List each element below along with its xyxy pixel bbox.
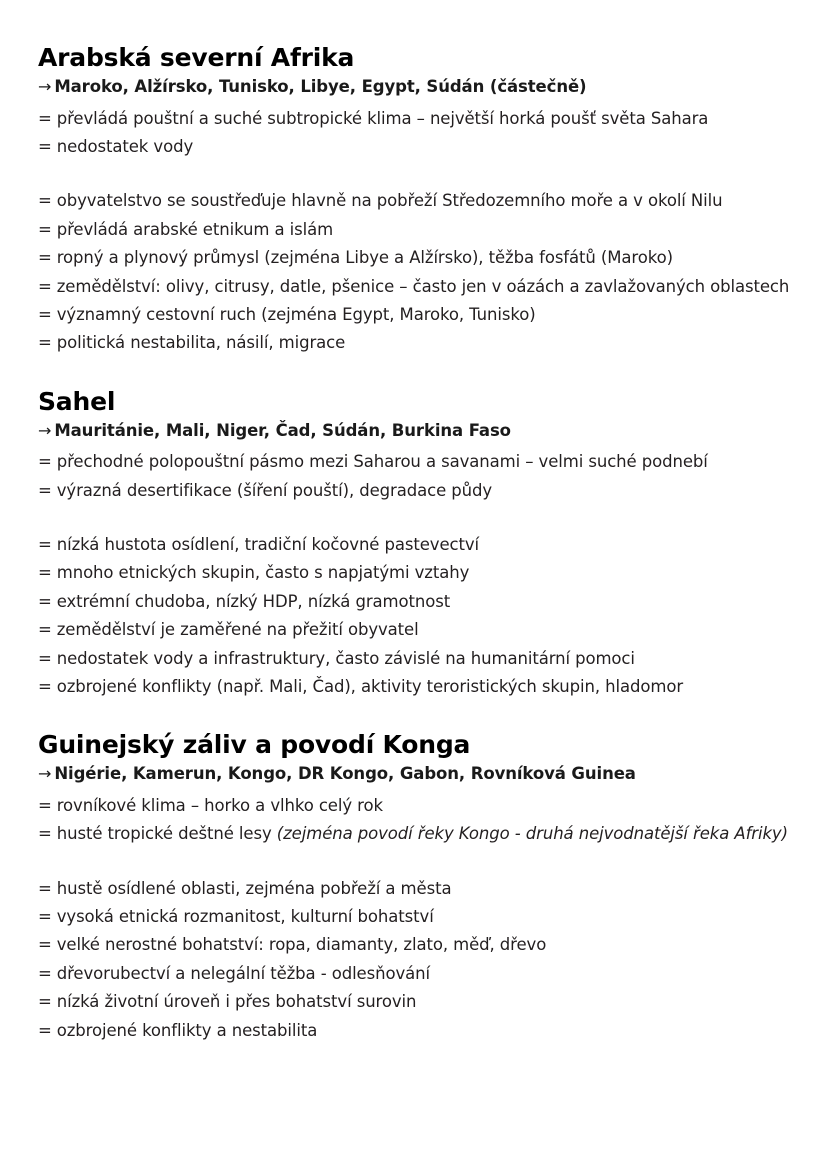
list-item [38,244,788,272]
detail-bullet-list [38,531,788,701]
list-item-text: ozbrojené konflikty (např. Mali, Čad), aktivity teroristických skupin, hladomor [56,676,684,696]
climate-bullet-list [38,105,788,162]
list-item [38,133,788,161]
arrow-icon: → [38,420,52,440]
section-title: Guinejský záliv a povodí Konga [38,730,471,760]
bullet-marker: = [38,676,52,696]
section-sahel [38,388,788,702]
list-item [38,673,788,701]
bullet-marker: = [38,824,52,844]
list-item-text: zemědělství je zaměřené na přežití obyvatel [56,620,419,640]
section-countries-label: Mauritánie, Mali, Niger, Čad, Súdán, Burkina Faso [54,420,511,440]
bullet-marker: = [38,878,52,898]
list-item-text: vysoká etnická rozmanitost, kulturní bohatství [56,907,434,926]
list-item [38,988,788,1016]
list-item [38,301,788,329]
bullet-marker: = [38,620,52,640]
list-item [38,329,788,357]
section-countries [38,421,788,442]
list-item [38,820,788,848]
list-item-text: nízká hustota osídlení, tradiční kočovné pastevectví [56,535,480,554]
section-countries-label: Nigérie, Kamerun, Kongo, DR Kongo, Gabon, Rovníková Guinea [54,764,636,784]
list-item [38,187,788,215]
bullet-marker: = [38,108,52,128]
bullet-marker: = [38,333,52,353]
arrow-icon: → [38,77,52,96]
list-item [38,448,788,476]
list-item [38,559,788,587]
list-item-text: výrazná desertifikace (šíření pouští), degradace půdy [56,480,493,500]
bullet-marker: = [38,1020,52,1040]
bullet-marker: = [38,191,52,211]
list-item-text: nedostatek vody a infrastruktury, často závislé na humanitární pomoci [56,648,635,668]
list-item-text: nízká životní úroveň i přes bohatství surovin [56,992,417,1012]
list-item [38,216,788,244]
arrow-icon: → [38,764,52,784]
section-countries [38,764,788,785]
list-item-text: extrémní chudoba, nízký HDP, nízká gramotnost [56,591,451,611]
list-item [38,105,788,133]
list-item [38,477,788,505]
list-item-text: převládá pouštní a suché subtropické klima – největší horká poušť světa Sahara [56,108,709,128]
paragraph-spacer [38,505,788,531]
list-item-text: rovníkové klima – horko a vlhko celý rok [56,795,383,815]
list-item-text: mnoho etnických skupin, často s napjatými vztahy [56,563,470,583]
paragraph-spacer [38,849,788,875]
list-item [38,616,788,644]
bullet-marker: = [38,452,52,472]
climate-bullet-list [38,448,788,505]
bullet-marker: = [38,648,52,668]
bullet-marker: = [38,795,52,815]
list-item-text: přechodné polopouštní pásmo mezi Saharou a savanami – velmi suché podnebí [56,452,708,472]
list-item-text: nedostatek vody [56,137,194,156]
list-item-text: ozbrojené konflikty a nestabilita [56,1020,318,1040]
section-arabska-severni-afrika [38,44,788,358]
bullet-marker: = [38,535,52,554]
list-item-note: (zejména povodí řeky Kongo - druhá nejvodnatější řeka Afriky) [276,824,788,844]
bullet-marker: = [38,248,52,268]
section-title: Sahel [38,386,116,416]
bullet-marker: = [38,219,52,239]
climate-bullet-list [38,792,788,849]
bullet-marker: = [38,563,52,583]
list-item [38,645,788,673]
bullet-marker: = [38,591,52,611]
list-item [38,588,788,616]
bullet-marker: = [38,963,52,983]
paragraph-spacer [38,161,788,187]
list-item [38,531,788,559]
section-countries [38,77,788,98]
list-item [38,960,788,988]
bullet-marker: = [38,276,52,296]
list-item-text: politická nestabilita, násilí, migrace [56,333,346,353]
list-item-text: dřevorubectví a nelegální těžba - odlesňování [56,963,430,983]
bullet-marker: = [38,304,52,324]
list-item-text: husté tropické deštné lesy [56,824,277,844]
list-item-text: významný cestovní ruch (zejména Egypt, Maroko, Tunisko) [56,304,536,324]
bullet-marker: = [38,907,52,926]
list-item [38,931,788,959]
list-item [38,903,788,931]
list-item-text: zemědělství: olivy, citrusy, datle, pšenice – často jen v oázách a zavlažovaných oblastech [56,276,790,296]
bullet-marker: = [38,480,52,500]
list-item [38,792,788,820]
bullet-marker: = [38,137,52,156]
detail-bullet-list [38,875,788,1045]
section-title: Arabská severní Afrika [38,43,355,72]
bullet-marker: = [38,992,52,1012]
list-item [38,1017,788,1045]
list-item [38,875,788,903]
list-item [38,273,788,301]
list-item-text: převládá arabské etnikum a islám [56,219,334,239]
list-item-text: hustě osídlené oblasti, zejména pobřeží a města [56,878,452,898]
list-item-text: ropný a plynový průmysl (zejména Libye a Alžírsko), těžba fosfátů (Maroko) [56,248,673,268]
list-item-text: obyvatelstvo se soustřeďuje hlavně na pobřeží Středozemního moře a v okolí Nilu [56,191,723,211]
detail-bullet-list [38,187,788,357]
section-guinejsky-zaliv-a-povodi-konga [38,731,788,1045]
list-item-text: velké nerostné bohatství: ropa, diamanty, zlato, měď, dřevo [56,935,547,955]
section-countries-label: Maroko, Alžírsko, Tunisko, Libye, Egypt, Súdán (částečně) [54,77,587,96]
bullet-marker: = [38,935,52,955]
